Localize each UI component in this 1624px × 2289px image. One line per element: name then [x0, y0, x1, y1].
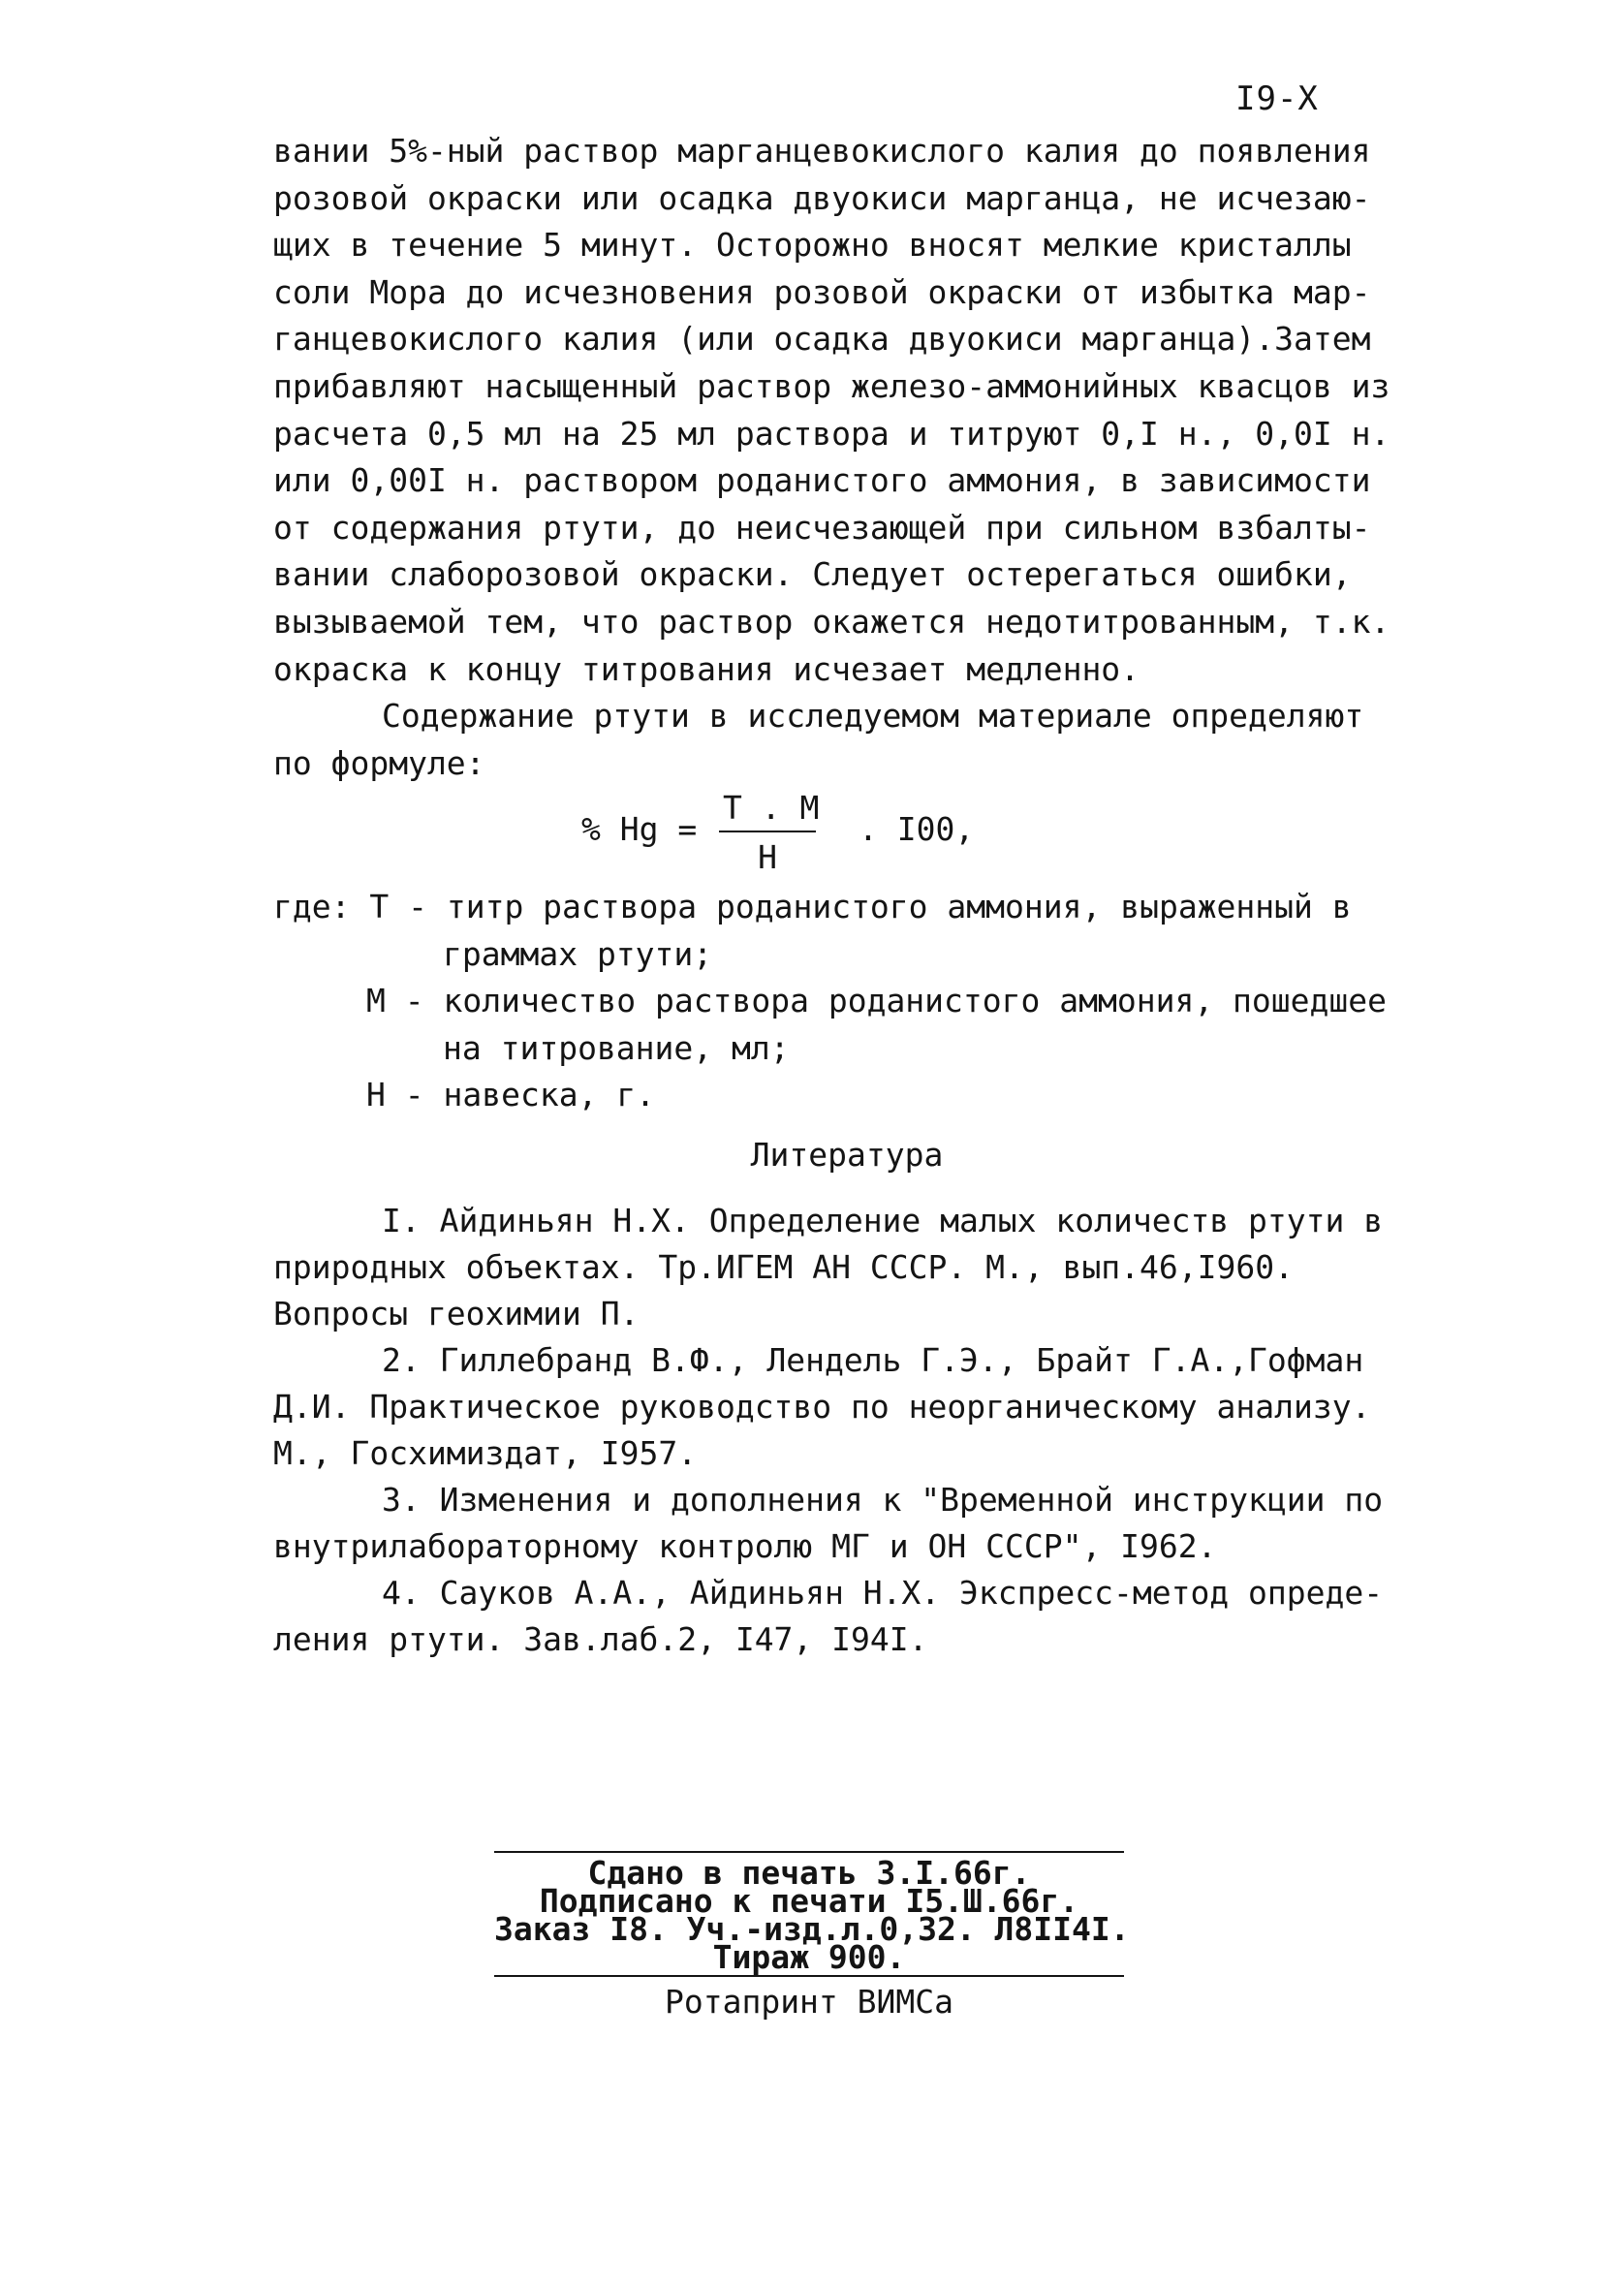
- reference-line: ления ртути. Зав.лаб.2, I47, I94I.: [273, 1620, 928, 1658]
- definition-row: [273, 1072, 1388, 1119]
- text-line: Содержание ртути в исследуемом материале определяют: [382, 697, 1364, 736]
- definition-text: - навеска, г.: [404, 1076, 656, 1114]
- reference-line: Вопросы геохимии П.: [273, 1295, 640, 1333]
- text-line: или 0,00I н. раствором роданистого аммония, в зависимости: [273, 461, 1371, 500]
- formula-denominator: H: [758, 838, 777, 876]
- colophon-lines: [494, 1853, 1130, 1976]
- text-line: щих в течение 5 минут. Осторожно вносят мелкие кристаллы: [273, 226, 1352, 265]
- text-line: по формуле:: [273, 743, 485, 782]
- references-list: [273, 1198, 1388, 1663]
- page-number: I9-X: [1235, 79, 1319, 118]
- reference-line: М., Госхимиздат, I957.: [273, 1434, 698, 1472]
- formula-fraction: [719, 789, 820, 876]
- printer-name: Ротапринт ВИМСа: [664, 1983, 953, 2021]
- colophon-line: Подписано к печати I5.Ш.66г.: [539, 1882, 1079, 1920]
- definition-text: - титр раствора роданистого аммония, выраженный в: [408, 888, 1352, 925]
- definition-continuation: на титрование, мл;: [443, 1028, 790, 1067]
- text-line: расчета 0,5 мл на 25 мл раствора и титруют 0,I н., 0,0I н.: [273, 414, 1390, 453]
- definition-symbol: M: [366, 982, 386, 1020]
- variable-definitions: [273, 884, 1388, 1119]
- text-line: вызываемой тем, что раствор окажется недотитрованным, т.к.: [273, 602, 1390, 641]
- colophon-line: Тираж 900.: [712, 1938, 906, 1976]
- formula-lhs: % Hg =: [581, 810, 698, 848]
- text-line: от содержания ртути, до неисчезающей при сильном взбалты-: [273, 508, 1371, 547]
- colophon: [494, 1851, 1130, 2021]
- text-line: ганцевокислого калия (или осадка двуокиси марганца).Затем: [273, 320, 1371, 359]
- literature-heading: Литература: [750, 1136, 944, 1174]
- reference-line: природных объектах. Тр.ИГЕМ АН СССР. М., вып.46,I960.: [273, 1248, 1294, 1286]
- definition-row: [273, 978, 1388, 1025]
- formula-rhs: . I00,: [859, 810, 975, 848]
- text-line: окраска к концу титрования исчезает медленно.: [273, 649, 1140, 688]
- text-line: вании слаборозовой окраски. Следует остерегаться ошибки,: [273, 555, 1352, 594]
- definition-symbol: H: [366, 1076, 386, 1114]
- reference-line: внутрилабораторному контролю МГ и ОН СССР", I962.: [273, 1527, 1217, 1565]
- text-line: соли Мора до исчезновения розовой окраски от избытка мар-: [273, 272, 1371, 311]
- text-line: вании 5%-ный раствор марганцевокислого калия до появления: [273, 132, 1371, 170]
- text-line: розовой окраски или осадка двуокиси марганца, не исчезаю-: [273, 178, 1371, 217]
- reference-line: I. Айдиньян Н.Х. Определение малых количеств ртути в: [382, 1202, 1384, 1239]
- definition-row: [273, 884, 1388, 931]
- text-line: прибавляют насыщенный раствор железо-аммонийных квасцов из: [273, 366, 1390, 405]
- colophon-line: Сдано в печать 3.I.66г.: [587, 1854, 1031, 1892]
- definition-continuation: граммах ртути;: [443, 934, 713, 973]
- body-text: [273, 128, 1388, 787]
- definition-symbol: T: [369, 888, 390, 925]
- colophon-line: Заказ I8. Уч.-изд.л.0,32. Л8II4I.: [494, 1910, 1130, 1948]
- reference-line: 4. Сауков А.А., Айдиньян Н.Х. Экспресс-метод опреде-: [382, 1574, 1384, 1612]
- reference-line: 3. Изменения и дополнения к "Временной инструкции по: [382, 1481, 1384, 1519]
- where-lead: где:: [273, 888, 351, 925]
- formula-numerator: T . M: [719, 789, 816, 832]
- reference-line: Д.И. Практическое руководство по неорганическому анализу.: [273, 1388, 1371, 1426]
- definition-text: - количество раствора роданистого аммония, пошедшее: [404, 982, 1388, 1020]
- reference-line: 2. Гиллебранд В.Ф., Лендель Г.Э., Брайт Г.А.,Гофман: [382, 1341, 1364, 1379]
